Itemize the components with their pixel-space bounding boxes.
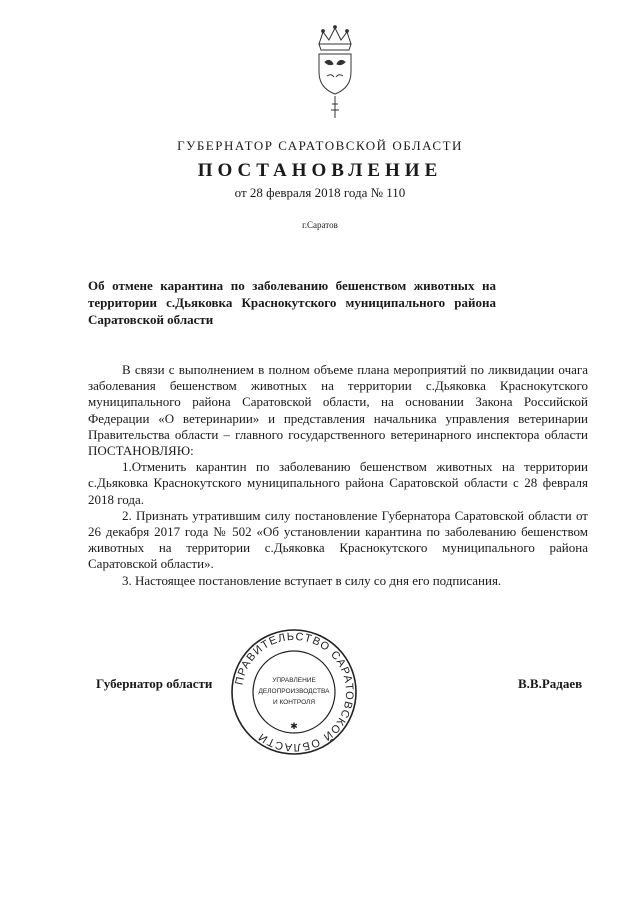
coat-of-arms-icon [305, 22, 365, 122]
body-paragraph: 2. Признать утратившим силу постановление Губернатора Саратовской области от 26 декабря 2017 года № 502 «Об установлении карантина по заболеванию бешенством животных на территории с.Дьяковка Краснокутского муниципального района Саратовской области». [88, 507, 588, 572]
stamp-inner-line: УПРАВЛЕНИЕ [272, 677, 316, 684]
document-body [88, 362, 588, 589]
stamp-inner-line: И КОНТРОЛЯ [272, 699, 316, 706]
star-icon: ✱ [290, 721, 298, 731]
document-city: г.Саратов [302, 220, 338, 230]
signatory-name: В.В.Радаев [518, 676, 583, 691]
stamp-inner-line: ДЕЛОПРОИЗВОДСТВА [258, 688, 330, 695]
body-paragraph: 3. Настоящее постановление вступает в силу со дня его подписания. [122, 572, 502, 588]
signatory-position: Губернатор области [96, 676, 213, 691]
governor-header: ГУБЕРНАТОР САРАТОВСКОЙ ОБЛАСТИ [177, 138, 463, 153]
body-paragraph: 1.Отменить карантин по заболеванию бешенством животных на территории с.Дьяковка Краснокутского муниципального района Саратовской области с 28 февраля 2018 года. [88, 459, 588, 507]
document-date-number: от 28 февраля 2018 года № 110 [234, 185, 406, 200]
stamp-outer-text: ПРАВИТЕЛЬСТВО САРАТОВСКОЙ ОБЛАСТИ [233, 630, 356, 754]
official-stamp [230, 628, 358, 756]
body-paragraph: В связи с выполнением в полном объеме плана мероприятий по ликвидации очага заболевания бешенством животных на территории с.Дьяковка Краснокутского муниципального района Саратовской области, на основании Закона Российской Федерации «О ветеринарии» и представления начальника управления ветеринарии Правительства области – главного государственного ветеринарного инспектора области ПОСТАНОВЛЯЮ: [88, 362, 588, 459]
document-title: ПОСТАНОВЛЕНИЕ [197, 160, 443, 181]
document-subject: Об отмене карантина по заболеванию бешенством животных на территории с.Дьяковка Краснокутского муниципального района Саратовской области [88, 278, 496, 327]
